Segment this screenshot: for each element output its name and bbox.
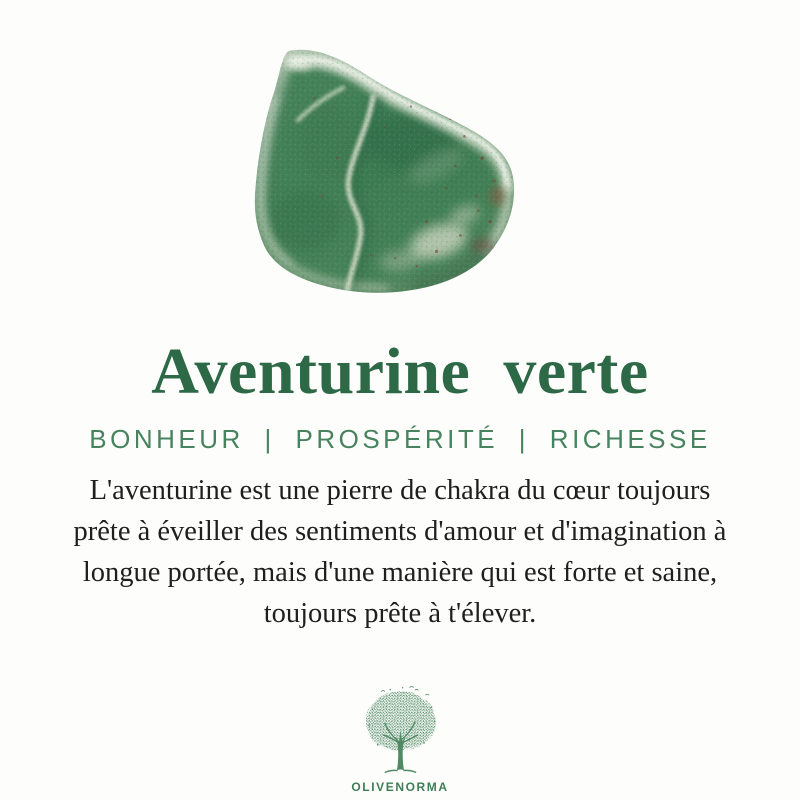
olive-tree-icon [360,686,440,775]
page-title: Aventurine verte [151,335,649,408]
description-text [0,470,800,634]
description-line: toujours prête à t'élever. [263,598,537,629]
description-line: prête à éveiller des sentiments d'amour et d'imagination à [73,516,727,547]
brand-logo [0,686,800,794]
keywords-subtitle: BONHEUR | PROSPÉRITÉ | RICHESSE [89,424,711,454]
stone-photo [252,47,530,295]
brand-name: OLIVENORMA [351,780,449,794]
description-line: L'aventurine est une pierre de chakra du cœur toujours [89,475,711,506]
green-aventurine-stone-icon [252,47,530,295]
description-line: longue portée, mais d'une manière qui est forte et saine, [82,557,718,588]
